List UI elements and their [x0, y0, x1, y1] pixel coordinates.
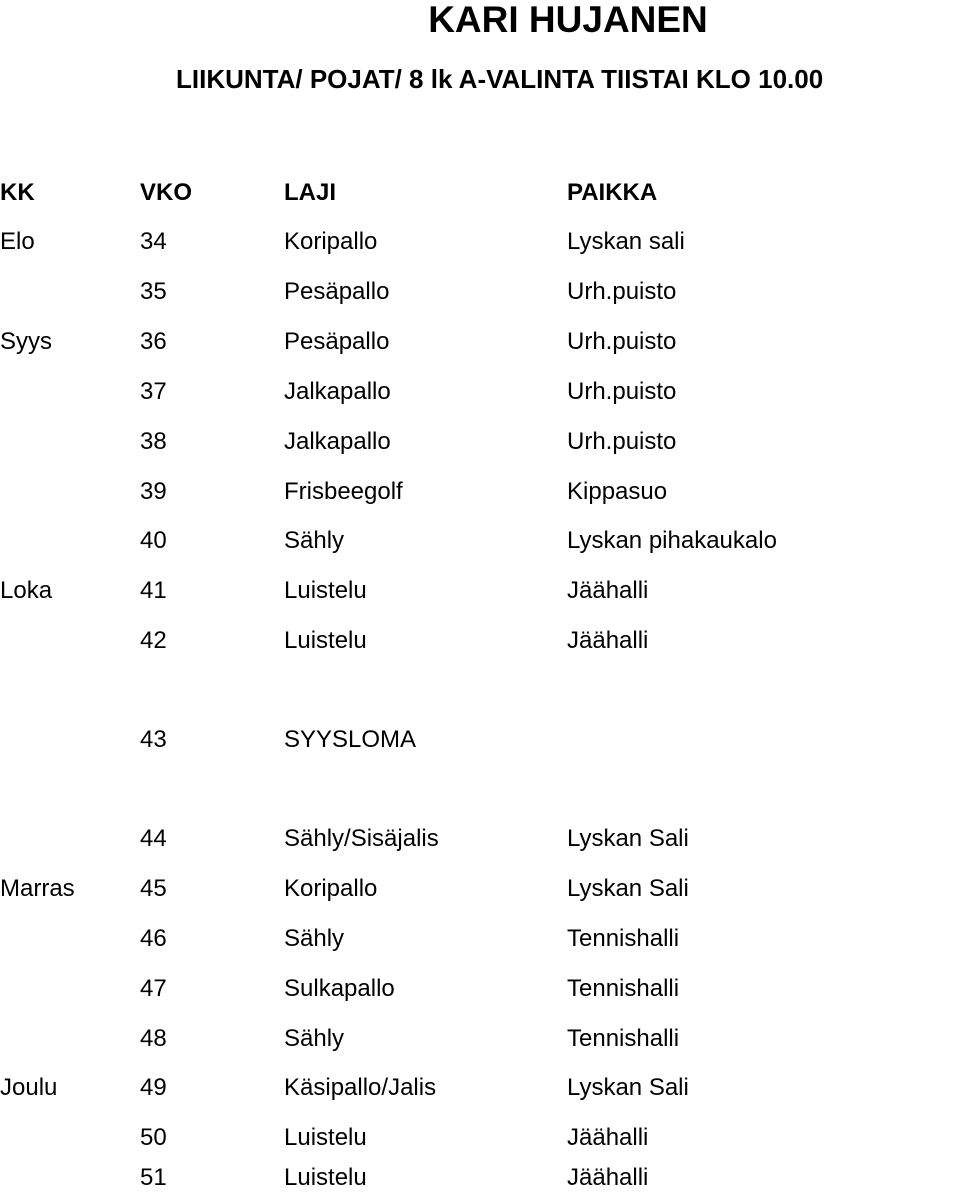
document-title: KARI HUJANEN	[428, 0, 708, 40]
table-row	[0, 871, 960, 907]
cell-laji: Luistelu	[284, 1164, 367, 1191]
cell-laji: Pesäpallo	[284, 278, 390, 305]
cell-paikka: Urh.puisto	[567, 328, 677, 355]
cell-paikka: Lyskan Sali	[567, 1074, 689, 1101]
cell-vko: 41	[140, 577, 167, 604]
cell-paikka: Tennishalli	[567, 1025, 680, 1052]
table-row	[0, 424, 960, 460]
cell-vko: 38	[140, 428, 167, 455]
cell-vko: 36	[140, 328, 167, 355]
cell-laji: Koripallo	[284, 875, 378, 902]
cell-vko: 50	[140, 1124, 167, 1151]
table-row	[0, 1120, 960, 1156]
cell-paikka: Lyskan sali	[567, 228, 685, 255]
table-row	[0, 573, 960, 609]
cell-laji: Sähly	[284, 527, 345, 554]
table-row	[0, 523, 960, 559]
document-subtitle: LIIKUNTA/ POJAT/ 8 lk A-VALINTA TIISTAI KLO 10.00	[176, 64, 824, 94]
table-row	[0, 722, 960, 758]
cell-vko: 47	[140, 975, 167, 1002]
cell-vko: 49	[140, 1074, 167, 1101]
cell-kk: Elo	[0, 228, 35, 255]
cell-vko: 39	[140, 478, 167, 505]
cell-laji: Frisbeegolf	[284, 478, 403, 505]
cell-kk: Loka	[0, 577, 53, 604]
table-row	[0, 374, 960, 410]
cell-vko: 44	[140, 825, 167, 852]
header-kk: KK	[0, 179, 35, 206]
table-row	[0, 224, 960, 260]
cell-vko: 46	[140, 925, 167, 952]
table-row	[0, 474, 960, 510]
table-row	[0, 623, 960, 659]
cell-laji: Luistelu	[284, 1124, 367, 1151]
cell-laji: Luistelu	[284, 627, 367, 654]
cell-paikka: Jäähalli	[567, 627, 649, 654]
cell-paikka: Tennishalli	[567, 925, 680, 952]
cell-paikka: Tennishalli	[567, 975, 680, 1002]
table-row	[0, 921, 960, 957]
cell-vko: 48	[140, 1025, 167, 1052]
cell-vko: 45	[140, 875, 167, 902]
table-row	[0, 324, 960, 360]
table-row	[0, 971, 960, 1007]
cell-laji: SYYSLOMA	[284, 726, 417, 753]
table-row	[0, 1021, 960, 1057]
table-row	[0, 274, 960, 310]
cell-kk: Syys	[0, 328, 53, 355]
cell-laji: Jalkapallo	[284, 378, 391, 405]
cell-vko: 37	[140, 378, 167, 405]
cell-kk: Marras	[0, 875, 75, 902]
table-row	[0, 1070, 960, 1106]
cell-vko: 51	[140, 1164, 167, 1191]
cell-paikka: Urh.puisto	[567, 378, 677, 405]
cell-paikka: Lyskan Sali	[567, 875, 689, 902]
cell-kk: Joulu	[0, 1074, 58, 1101]
table-row	[0, 821, 960, 857]
cell-laji: Sulkapallo	[284, 975, 395, 1002]
cell-vko: 43	[140, 726, 167, 753]
cell-paikka: Jäähalli	[567, 1164, 649, 1191]
cell-laji: Sähly	[284, 925, 345, 952]
cell-laji: Pesäpallo	[284, 328, 390, 355]
cell-paikka: Lyskan pihakaukalo	[567, 527, 777, 554]
header-paikka: PAIKKA	[567, 179, 658, 206]
header-vko: VKO	[140, 179, 193, 206]
table-header-row	[0, 175, 960, 211]
cell-laji: Käsipallo/Jalis	[284, 1074, 437, 1101]
cell-paikka: Kippasuo	[567, 478, 668, 505]
cell-vko: 42	[140, 627, 167, 654]
cell-vko: 40	[140, 527, 167, 554]
cell-laji: Luistelu	[284, 577, 367, 604]
cell-laji: Sähly/Sisäjalis	[284, 825, 439, 852]
cell-vko: 34	[140, 228, 167, 255]
cell-paikka: Jäähalli	[567, 577, 649, 604]
cell-paikka: Urh.puisto	[567, 428, 677, 455]
cell-laji: Sähly	[284, 1025, 345, 1052]
table-row	[0, 1160, 960, 1196]
cell-paikka: Urh.puisto	[567, 278, 677, 305]
cell-paikka: Jäähalli	[567, 1124, 649, 1151]
cell-laji: Koripallo	[284, 228, 378, 255]
cell-paikka: Lyskan Sali	[567, 825, 689, 852]
cell-laji: Jalkapallo	[284, 428, 391, 455]
cell-vko: 35	[140, 278, 167, 305]
header-laji: LAJI	[284, 179, 337, 206]
